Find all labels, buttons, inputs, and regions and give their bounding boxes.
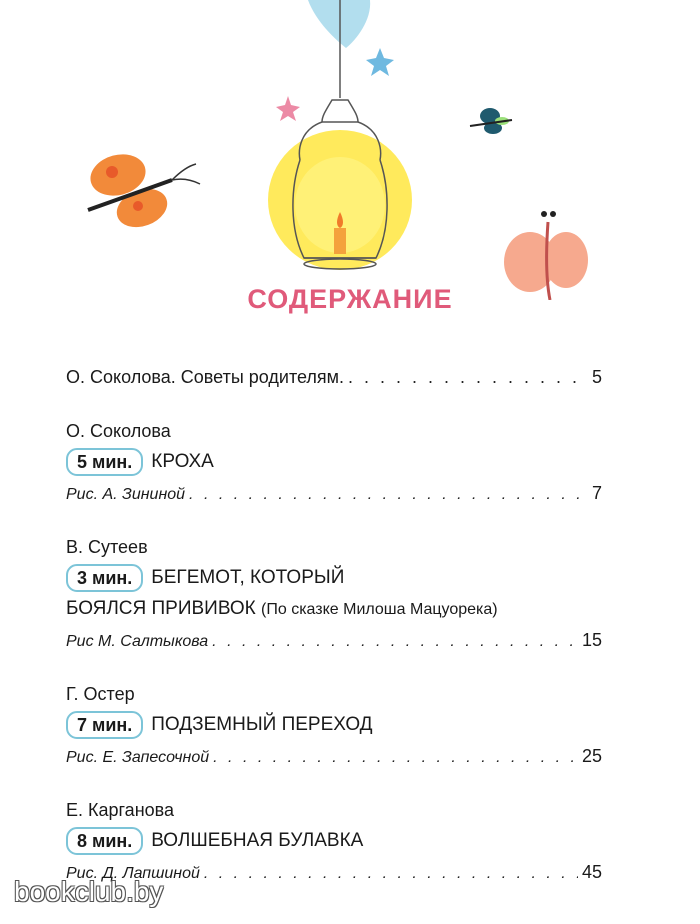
- toc-entry-kroha: [66, 416, 602, 510]
- page-number: 5: [591, 367, 602, 387]
- table-of-contents: [66, 360, 602, 911]
- author-name: О. Соколова: [66, 421, 171, 441]
- toc-entry-perekhod: [66, 679, 602, 773]
- story-title: БЕГЕМОТ, КОТОРЫЙ: [151, 567, 345, 588]
- reading-time-badge: 8 мин.: [66, 827, 143, 855]
- story-title-row[interactable]: [66, 709, 602, 741]
- illustrator-name: Рис. А. Зининой: [66, 486, 186, 503]
- leader-dots: [212, 627, 578, 657]
- watermark: bookclub.by: [14, 876, 164, 907]
- moth-dark-icon: [470, 108, 512, 134]
- decorative-illustration: [0, 0, 700, 300]
- story-title-row[interactable]: [66, 446, 602, 478]
- illustrator-name: Рис. Д. Лапшиной: [66, 865, 200, 882]
- entry-text: О. Соколова. Советы родителям.: [66, 367, 345, 387]
- illustrator-row: [66, 625, 602, 657]
- toc-entry-advice: [66, 360, 602, 394]
- story-title-row[interactable]: [66, 825, 602, 857]
- pink-star-icon: [276, 96, 300, 121]
- leader-dots: [204, 859, 578, 889]
- blue-star-icon: [366, 48, 394, 76]
- reading-time-badge: 3 мин.: [66, 564, 143, 592]
- story-title: ВОЛШЕБНАЯ БУЛАВКА: [151, 830, 364, 851]
- leader-dots: [189, 480, 588, 510]
- illustrator-name: Рис М. Салтыкова: [66, 633, 209, 650]
- author-name: Е. Карганова: [66, 800, 175, 820]
- page-number: 25: [581, 746, 602, 766]
- story-title-row[interactable]: [66, 562, 602, 594]
- toc-row[interactable]: [66, 360, 602, 394]
- page-number: 15: [581, 630, 602, 650]
- page-number: 45: [581, 862, 602, 882]
- reading-time-badge: 5 мин.: [66, 448, 143, 476]
- illustrator-row: [66, 478, 602, 510]
- toc-entry-begemot: [66, 532, 602, 657]
- blue-splash-icon: [308, 0, 370, 48]
- story-note: (По сказке Милоша Мацуорека): [261, 601, 498, 618]
- page-number: 7: [591, 483, 602, 503]
- story-title-part: БОЯЛСЯ ПРИВИВОК: [66, 598, 256, 619]
- illustrator-name: Рис. Е. Запесочной: [66, 749, 210, 766]
- reading-time-badge: 7 мин.: [66, 711, 143, 739]
- illustrator-row: [66, 741, 602, 773]
- candle-icon: [334, 228, 346, 254]
- butterfly-orange-icon: [86, 148, 200, 233]
- author-name: В. Сутеев: [66, 537, 148, 557]
- story-title: КРОХА: [151, 451, 214, 472]
- author-name: Г. Остер: [66, 684, 135, 704]
- toc-entry-bulavka: [66, 795, 602, 889]
- leader-dots: [348, 360, 588, 394]
- story-title: ПОДЗЕМНЫЙ ПЕРЕХОД: [151, 714, 373, 735]
- page-title: СОДЕРЖАНИЕ: [247, 284, 453, 314]
- leader-dots: [213, 743, 578, 773]
- story-title-continuation: [66, 594, 602, 625]
